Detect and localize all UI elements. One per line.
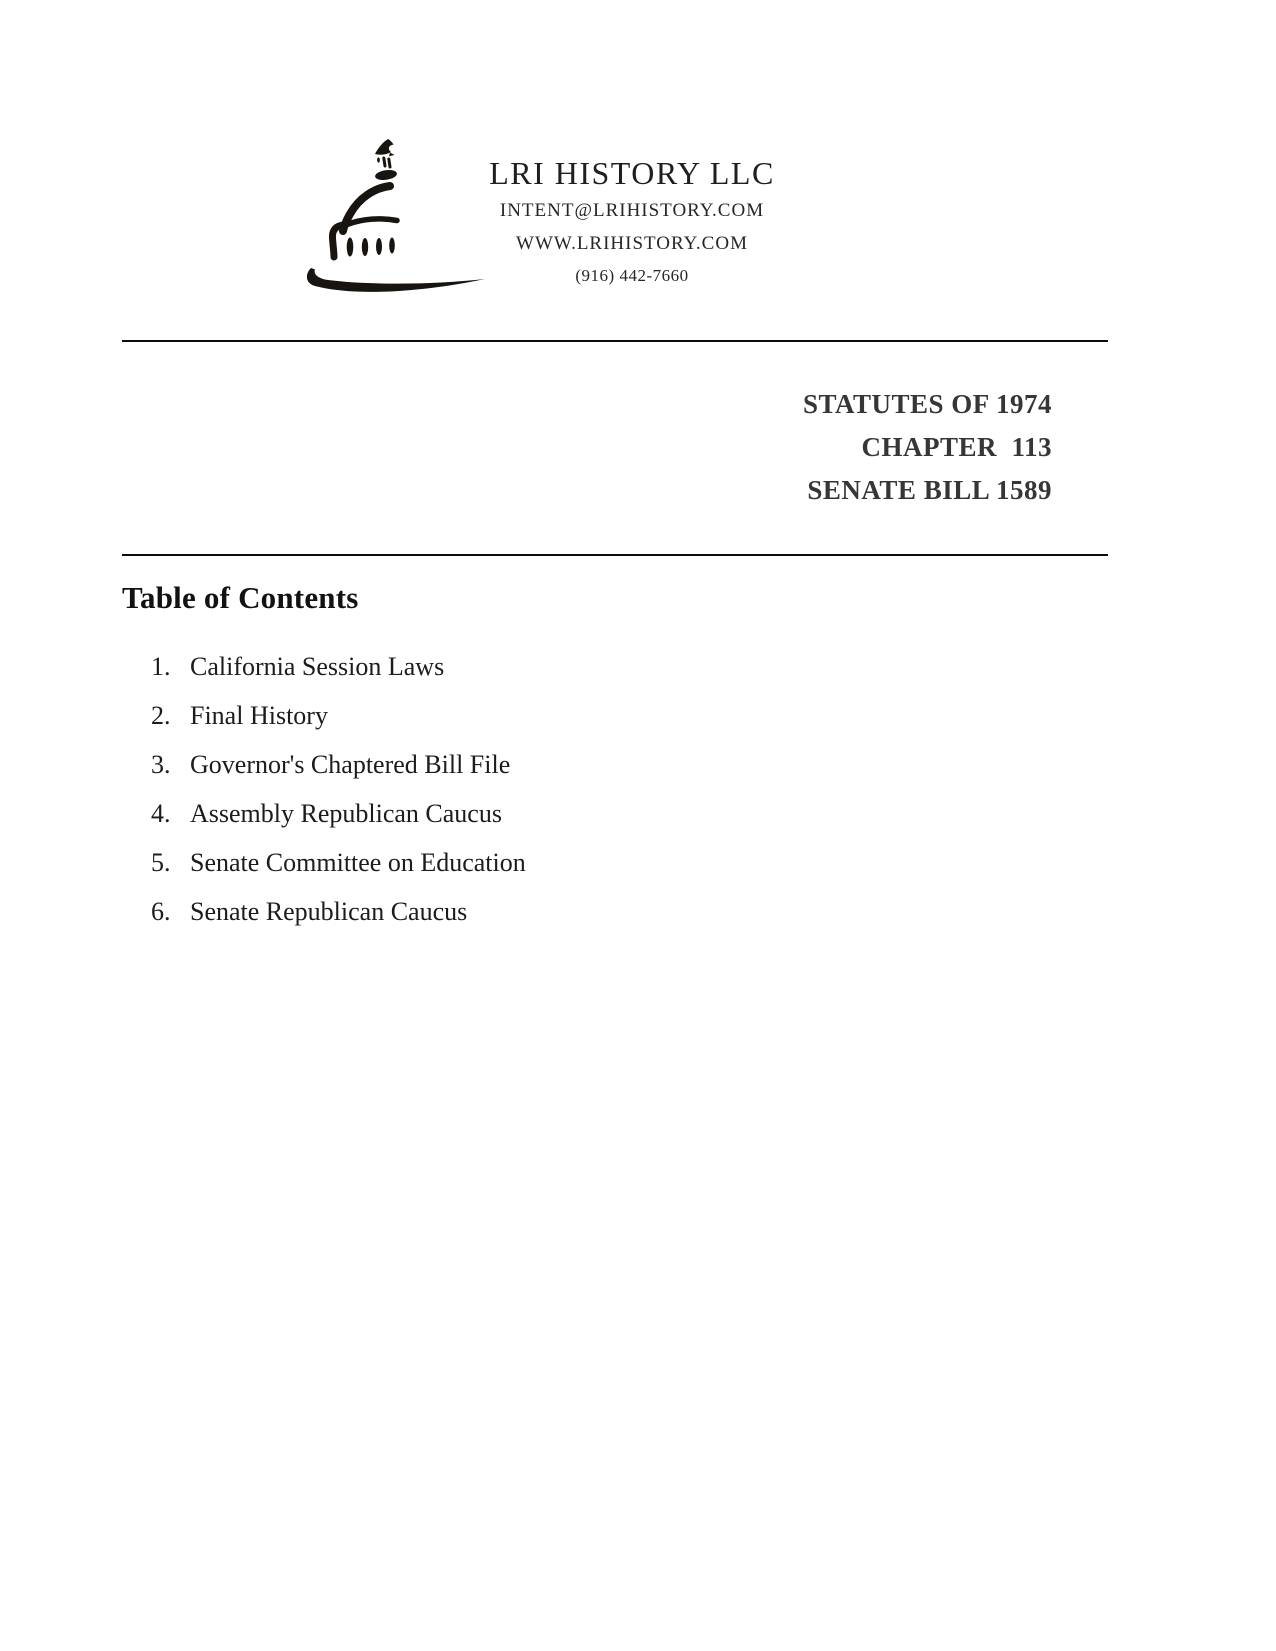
toc-item-number: 1. [151, 652, 171, 681]
toc-item [151, 797, 526, 830]
toc-item [151, 748, 526, 781]
toc-item-number: 2. [151, 701, 171, 730]
toc-item [151, 650, 526, 683]
toc-item-label: Senate Republican Caucus [190, 897, 468, 926]
toc-item-number: 4. [151, 799, 171, 828]
toc-item [151, 846, 526, 879]
toc-item-label: Senate Committee on Education [190, 848, 526, 877]
toc-title: Table of Contents [122, 580, 359, 615]
horizontal-rule-bottom [122, 554, 1108, 556]
header-contact-block [332, 152, 932, 292]
company-phone: (916) 442-7660 [575, 266, 689, 285]
toc-item-number: 3. [151, 750, 171, 779]
toc-item-label: Governor's Chaptered Bill File [190, 750, 511, 779]
toc-item-number: 6. [151, 897, 171, 926]
document-info-block [803, 383, 1052, 512]
toc-list [151, 650, 526, 944]
toc-item-label: Final History [190, 701, 328, 730]
senate-bill-line: SENATE BILL 1589 [807, 475, 1052, 505]
horizontal-rule-top [122, 340, 1108, 342]
company-website: WWW.LRIHISTORY.COM [516, 233, 748, 254]
toc-item-label: California Session Laws [190, 652, 445, 681]
toc-item-label: Assembly Republican Caucus [190, 799, 502, 828]
chapter-line: CHAPTER 113 [861, 432, 1052, 462]
company-name: LRI HISTORY LLC [489, 155, 775, 191]
statutes-line: STATUTES OF 1974 [802, 389, 1052, 419]
company-email: INTENT@LRIHISTORY.COM [499, 200, 765, 221]
toc-item [151, 699, 526, 732]
toc-item-number: 5. [151, 848, 171, 877]
toc-item [151, 895, 526, 928]
